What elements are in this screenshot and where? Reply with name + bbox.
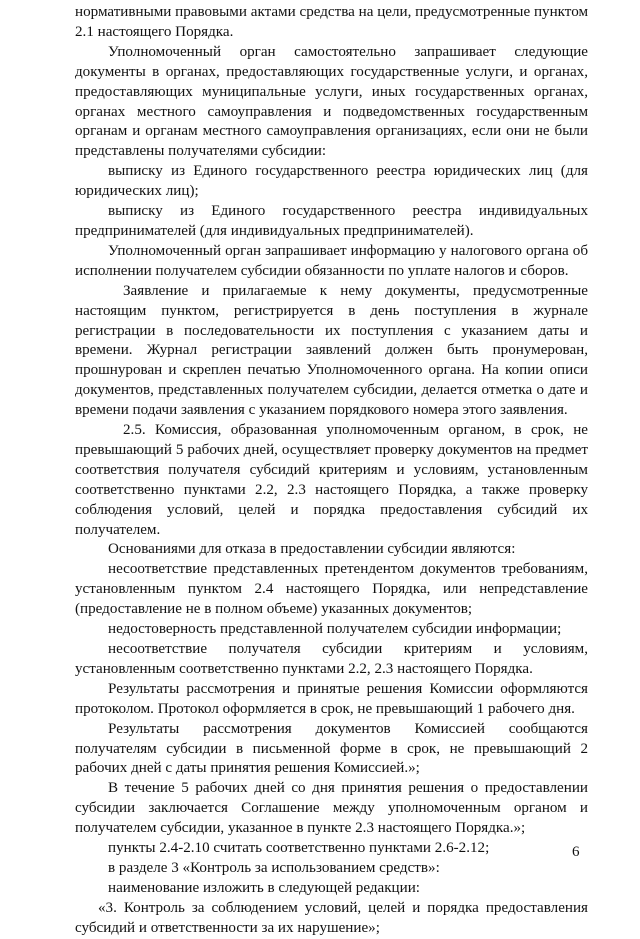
paragraph-protocol: Результаты рассмотрения и принятые решения Комиссии оформляются протоколом. Протокол оформляется в срок, не превышающий 1 рабочего дня. [75, 680, 588, 717]
paragraph-entrepreneurs-extract: выписку из Единого государственного реестра индивидуальных предпринимателей (для индивидуальных предпринимателей). [75, 203, 588, 239]
paragraph-new-title: наименование изложить в следующей редакции: [108, 879, 420, 896]
paragraph-continuation: нормативными правовыми актами средства на цели, предусмотренные пунктом 2.1 настоящего Порядка. [75, 4, 588, 40]
paragraph-agreement: В течение 5 рабочих дней со дня принятия решения о предоставлении субсидии заключается Соглашение между уполномоченным органом и получателем субсидии, указанное в пункте 2.3 настоящего Порядка.»; [75, 780, 588, 837]
paragraph-tax-information: Уполномоченный орган запрашивает информацию у налогового органа об исполнении получателем субсидии обязанности по уплате налогов и сборов. [75, 242, 588, 279]
document-body [75, 3, 588, 939]
paragraph-renumbering: пункты 2.4-2.10 считать соответственно пунктами 2.6-2.12; [108, 840, 490, 857]
paragraph-results-notification: Результаты рассмотрения документов Комиссией сообщаются получателям субсидии в письменной форме в срок, не превышающий 2 рабочих дней с даты принятия решения Комиссией.»; [75, 720, 588, 777]
paragraph-clause-2-5: 2.5. Комиссия, образованная уполномоченным органом, в срок, не превышающий 5 рабочих дней, осуществляет проверку документов на предмет соответствия получателя субсидий критериям и условиям, установленным соответственно пунктами 2.2, 2.3 настоящего Порядка, а также проверку соблюдения условий, целей и порядка предоставления субсидий их получателем. [75, 422, 588, 538]
paragraph-refusal-grounds: Основаниями для отказа в предоставлении субсидии являются: [108, 541, 516, 558]
paragraph-nonconformity-documents: несоответствие представленных претендентом документов требованиям, установленным пунктом 2.4 настоящего Порядка, или непредставление (предоставление не в полном объеме) указанных документов; [75, 561, 588, 618]
paragraph-unreliable-information: недостоверность представленной получателем субсидии информации; [108, 621, 562, 638]
paragraph-section-3: в разделе 3 «Контроль за использованием средств»: [108, 859, 440, 876]
page-number: 6 [572, 844, 580, 860]
paragraph-requests-documents: Уполномоченный орган самостоятельно запрашивает следующие документы в органах, предоставляющих государственные услуги, и органах, предоставляющих муниципальные услуги, иных государственных органах, органах местного самоуправления и подведомственных государственным органам и органам местного самоуправления организациях, если они не были представлены получателями субсидии: [75, 43, 588, 160]
paragraph-quoted-title: «3. Контроль за соблюдением условий, целей и порядка предоставления субсидий и ответственности за их нарушение»; [75, 899, 588, 936]
paragraph-criteria-nonconformity: несоответствие получателя субсидии критериям и условиям, установленным соответственно пунктами 2.2, 2.3 настоящего Порядка. [75, 641, 588, 677]
paragraph-registration: Заявление и прилагаемые к нему документы, предусмотренные настоящим пунктом, регистрируется в день поступления в журнале регистрации в последовательности их поступления с указанием даты и времени. Журнал регистрации заявлений должен быть пронумерован, прошнурован и скреплен печатью Уполномоченного органа. На копии описи документов, представленных получателем субсидии, делается отметка о дате и времени подачи заявления с указанием порядкового номера этого заявления. [75, 282, 588, 419]
paragraph-legal-entities-extract: выписку из Единого государственного реестра юридических лиц (для юридических лиц); [75, 163, 588, 200]
